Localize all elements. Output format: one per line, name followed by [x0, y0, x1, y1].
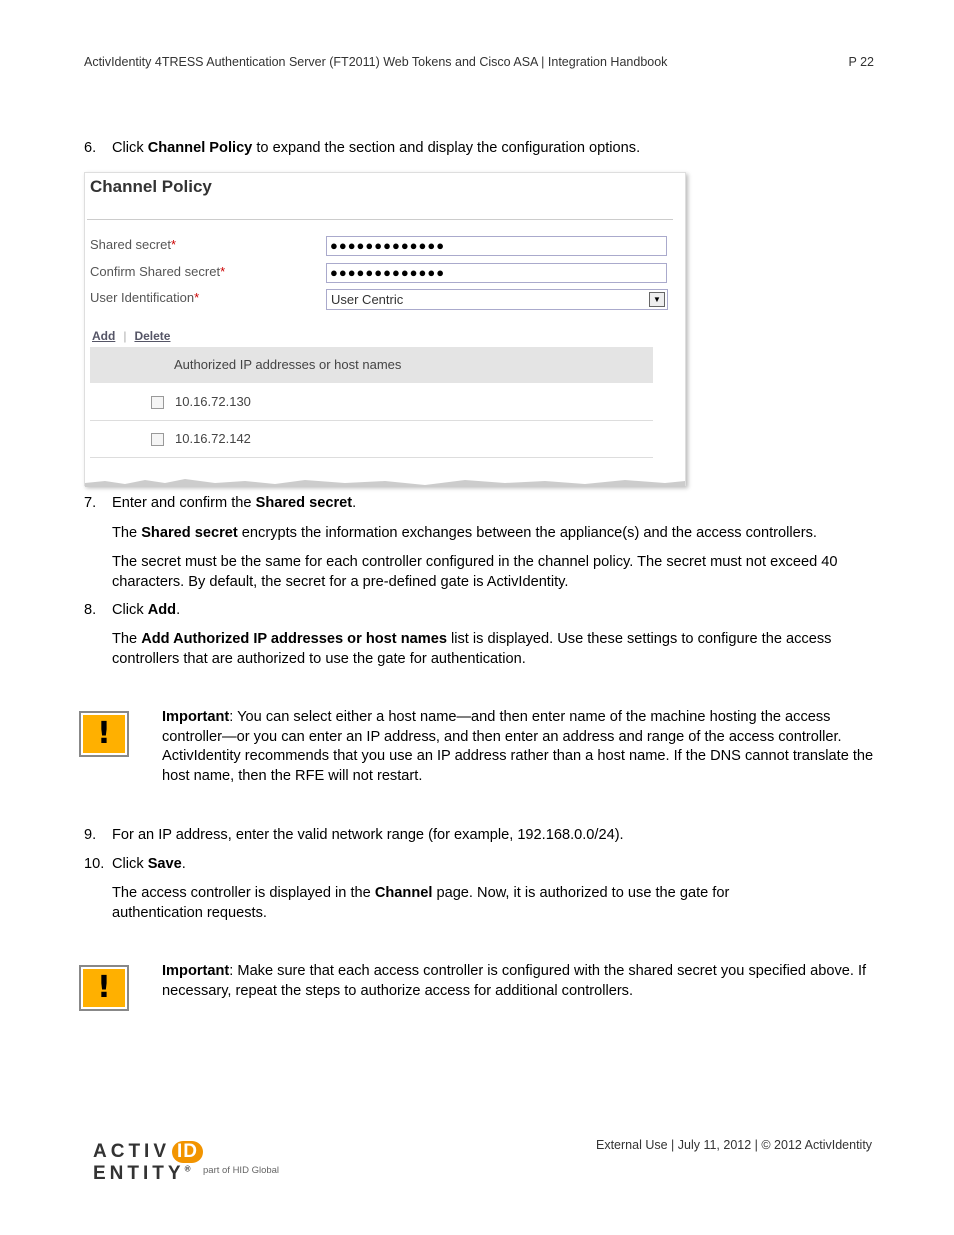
step-text: For an IP address, enter the valid network range (for example, 192.168.0.0/24).: [112, 827, 624, 843]
page-header: [84, 55, 874, 69]
step-text: .: [181, 856, 186, 872]
logo-wordmark: [93, 1141, 303, 1185]
step-text: to expand the section and display the configuration options.: [252, 140, 641, 156]
step-text: .: [176, 602, 181, 618]
step-text: Click: [112, 856, 148, 872]
step-number: 8.: [84, 602, 97, 618]
step-6: [84, 139, 640, 159]
step-text: Click: [112, 602, 148, 618]
registered-mark: ®: [184, 1164, 195, 1174]
important-note-2: [162, 962, 878, 1001]
field-label: Shared secret: [90, 237, 171, 252]
paragraph-text: The: [112, 525, 142, 541]
step-bold: Channel Policy: [147, 140, 253, 156]
channel-policy-screenshot: [84, 172, 686, 486]
field-label: User Identification: [90, 290, 195, 305]
logo-text: ENTITY: [93, 1163, 185, 1184]
step-number: 10.: [84, 856, 105, 872]
step-8-paragraph-1: [112, 630, 882, 669]
field-label: Confirm Shared secret: [90, 264, 221, 279]
paragraph-text: encrypts the information exchanges between the appliance(s) and the access controllers.: [237, 525, 817, 541]
paragraph-text: list is displayed. Use these settings to configure the access controllers that are authorized to use the gate for authentication.: [112, 631, 832, 667]
confirm-shared-secret-label: [90, 264, 225, 279]
column-header: Authorized IP addresses or host names: [174, 357, 402, 372]
important-label: Important: [162, 963, 230, 979]
step-7-paragraph-1: [112, 524, 882, 544]
paragraph-bold: Shared secret: [141, 525, 238, 541]
paragraph-text: The: [112, 631, 142, 647]
required-mark: *: [220, 264, 226, 279]
step-8: [84, 601, 180, 621]
paragraph-text: The access controller is displayed in the: [112, 885, 375, 901]
user-identification-label: [90, 290, 199, 305]
step-bold: Save: [147, 856, 182, 872]
important-text: : You can select either a host name—and then enter name of the machine hosting the access controller—or you can enter an IP address, and then enter an address and range of the access controller. ActivIdentity recommends that you use an IP address rather than a host name. If the DNS cannot translate the host name, then the RFE will not restart.: [162, 709, 874, 784]
logo-subtitle: part of HID Global: [203, 1165, 280, 1176]
confirm-shared-secret-input[interactable]: ●●●●●●●●●●●●●: [326, 263, 667, 283]
warning-icon: [79, 711, 129, 757]
required-mark: *: [170, 237, 176, 252]
table-row: [90, 384, 653, 421]
step-bold: Add: [147, 602, 177, 618]
exclamation-icon: !: [97, 716, 111, 751]
important-label: Important: [162, 709, 230, 725]
step-7: [84, 494, 356, 514]
step-10-paragraph-1: [112, 884, 812, 923]
select-value: User Centric: [331, 292, 404, 307]
ip-address: 10.16.72.130: [175, 394, 251, 409]
actividentity-logo: [93, 1133, 303, 1184]
paragraph-bold: Add Authorized IP addresses or host names: [141, 631, 447, 647]
table-row: [90, 421, 653, 458]
logo-text: ACTIV: [93, 1141, 170, 1162]
footer-text: External Use | July 11, 2012 | © 2012 ActivIdentity: [596, 1138, 873, 1152]
important-note-1: [162, 708, 878, 786]
table-actions: [92, 329, 170, 343]
panel-title: Channel Policy: [90, 177, 212, 196]
required-mark: *: [194, 290, 200, 305]
step-7-paragraph-2: The secret must be the same for each controller configured in the channel policy. The secret must not exceed 40 characters. By default, the secret for a pre-defined gate is ActivIdentity.: [112, 554, 838, 590]
page-number: P 22: [848, 55, 874, 69]
important-text: : Make sure that each access controller is configured with the shared secret you specified above. If necessary, repeat the steps to authorize access for additional controllers.: [162, 963, 867, 999]
step-10: [84, 855, 186, 875]
delete-link[interactable]: Delete: [134, 329, 171, 343]
step-bold: Shared secret: [255, 495, 353, 511]
exclamation-icon: !: [97, 970, 111, 1005]
shared-secret-input[interactable]: ●●●●●●●●●●●●●: [326, 236, 667, 256]
torn-edge: [85, 477, 685, 487]
step-text: .: [352, 495, 357, 511]
divider: [87, 219, 673, 220]
row-checkbox[interactable]: [151, 433, 164, 446]
header-title: ActivIdentity 4TRESS Authentication Server (FT2011) Web Tokens and Cisco ASA | Integration Handbook: [84, 55, 668, 69]
add-link[interactable]: Add: [92, 329, 116, 343]
paragraph-text: page. Now, it is authorized to use the gate for authentication requests.: [112, 885, 730, 921]
user-identification-select[interactable]: [326, 289, 668, 310]
paragraph-bold: Channel: [374, 885, 433, 901]
step-number: 9.: [84, 827, 97, 843]
step-number: 6.: [84, 140, 97, 156]
logo-id-mark: ID: [172, 1141, 203, 1163]
row-checkbox[interactable]: [151, 396, 164, 409]
step-text: Click: [112, 140, 148, 156]
shared-secret-label: [90, 237, 176, 252]
warning-icon: [79, 965, 129, 1011]
ip-address: 10.16.72.142: [175, 431, 251, 446]
step-9: [84, 826, 624, 846]
table-header: [90, 347, 653, 383]
chevron-down-icon[interactable]: ▼: [649, 292, 665, 307]
step-number: 7.: [84, 495, 97, 511]
link-separator: |: [123, 329, 127, 343]
step-text: Enter and confirm the: [112, 495, 256, 511]
